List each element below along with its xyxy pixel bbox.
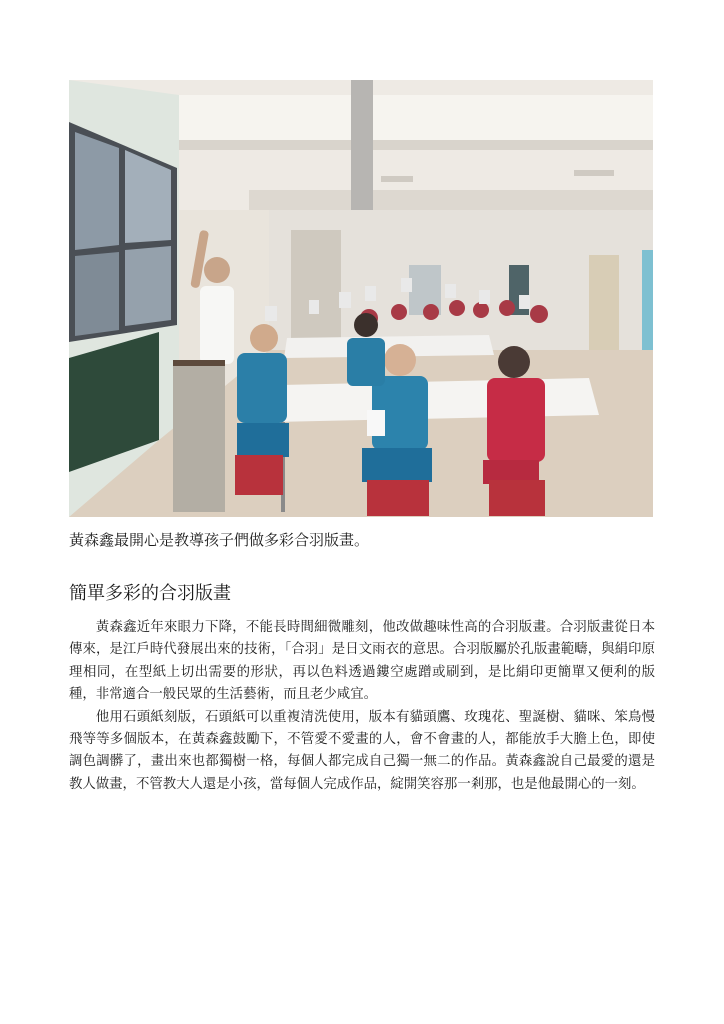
paragraph: 黃森鑫近年來眼力下降，不能長時間細微雕刻，他改做趣味性高的合羽版畫。合羽版畫從日本傳來，是江戶時代發展出來的技術，「合羽」是日文雨衣的意思。合羽版屬於孔版畫範疇，與絹印原理相同，在型紙上切出需要的形狀，再以色料透過鏤空處蹭或刷到，是比絹印更簡單又便利的版種，非常適合一般民眾的生活藝術，而且老少咸宜。 <box>69 620 655 703</box>
section-heading: 簡單多彩的合羽版畫 <box>69 583 231 604</box>
paragraph: 他用石頭紙刻版，石頭紙可以重複清洗使用，版本有貓頭鷹、玫瑰花、聖誕樹、貓咪、笨鳥慢飛等等多個版本，在黃森鑫鼓勵下，不管愛不愛畫的人，會不會畫的人，都能放手大膽上色，即使調色調髒了，畫出來也都獨樹一格，每個人都完成自己獨一無二的作品。黃森鑫說自己最愛的還是教人做畫，不管教大人還是小孩，當每個人完成作品，綻開笑容那一剎那，也是他最開心的一刻。 <box>69 709 655 792</box>
article-body <box>69 617 655 796</box>
photo-caption: 黃森鑫最開心是教導孩子們做多彩合羽版畫。 <box>69 531 370 549</box>
classroom-photo <box>69 80 653 517</box>
